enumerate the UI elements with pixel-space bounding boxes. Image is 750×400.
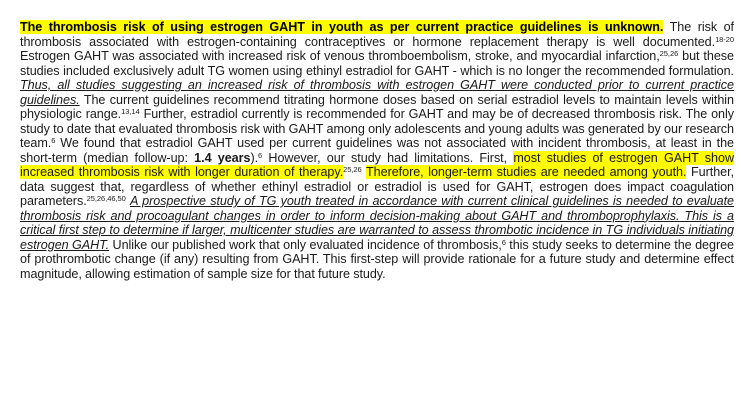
- sentence: ).: [250, 150, 259, 165]
- sentence: but these studies included exclusively adult TG women using ethinyl estradiol for GAHT - which is no longer the recommended formulation.: [20, 49, 734, 78]
- citation-ref: 25,26: [659, 49, 679, 58]
- emphasized-sentence: A prospective study of TG youth treated in accordance with current clinical guidelines is needed to evaluate thrombosis risk and procoagulant changes in order to inform decision-making about GAHT and thromboprophylaxis. This is a critical first step to determine if larger, multicenter studies are warranted to assess thrombotic incidence in TG individuals initiating estrogen GAHT.: [20, 194, 734, 252]
- sentence: this study seeks to determine the degree of prothrombotic change (if any) resulting from GAHT. This first-step will provide rationale for a future study and determine effect magnitude, allowing estimation of sample size for that future study.: [20, 237, 734, 281]
- sentence: We found that estradiol GAHT used per current guidelines was not associated with incident thrombosis, at least in the short-term (median follow-up:: [20, 136, 734, 165]
- highlighted-heading-sentence: The thrombosis risk of using estrogen GAHT in youth as per current practice guidelines is unknown.: [20, 20, 664, 34]
- citation-ref: 13,14: [121, 107, 140, 116]
- body-paragraph: [20, 20, 734, 281]
- sentence: The risk of thrombosis associated with estrogen-containing contraceptives or hormone replacement therapy is well documented.: [20, 20, 734, 49]
- sentence: Unlike our published work that only evaluated incidence of thrombosis,: [109, 237, 502, 252]
- sentence: The current guidelines recommend titrating hormone doses based on serial estradiol levels to maintain levels within physiologic range.: [20, 92, 734, 121]
- citation-ref: 25,26: [343, 165, 362, 174]
- citation-ref: 6: [258, 150, 263, 160]
- citation-ref: 25,26,46,50: [86, 194, 126, 203]
- citation-ref: 6: [501, 237, 506, 247]
- sentence: Estrogen GAHT was associated with increased risk of venous thromboembolism, stroke, and myocardial infarction,: [20, 49, 660, 63]
- sentence: Further, data suggest that, regardless of whether ethinyl estradiol or estradiol is used for GAHT, estrogen does impact coagulation parameters.: [20, 165, 734, 208]
- emphasized-sentence: Thus, all studies suggesting an increased risk of thrombosis with estrogen GAHT were conducted prior to current practice guidelines.: [20, 78, 734, 107]
- citation-ref: 6: [51, 136, 56, 145]
- sentence: However, our study had limitations. First,: [262, 150, 514, 165]
- sentence: Further, estradiol currently is recommended for GAHT and may be of decreased thrombosis risk. The only study to date that evaluated thrombosis risk with GAHT among only adolescents and young adults was generated by our research team.: [20, 107, 734, 150]
- highlighted-sentence: most studies of estrogen GAHT show increased thrombosis risk with longer duration of therapy.: [20, 150, 734, 179]
- follow-up-value: 1.4 years: [194, 150, 251, 165]
- citation-ref: 18-20: [715, 34, 734, 44]
- highlighted-sentence: Therefore, longer-term studies are needed among youth.: [366, 165, 687, 179]
